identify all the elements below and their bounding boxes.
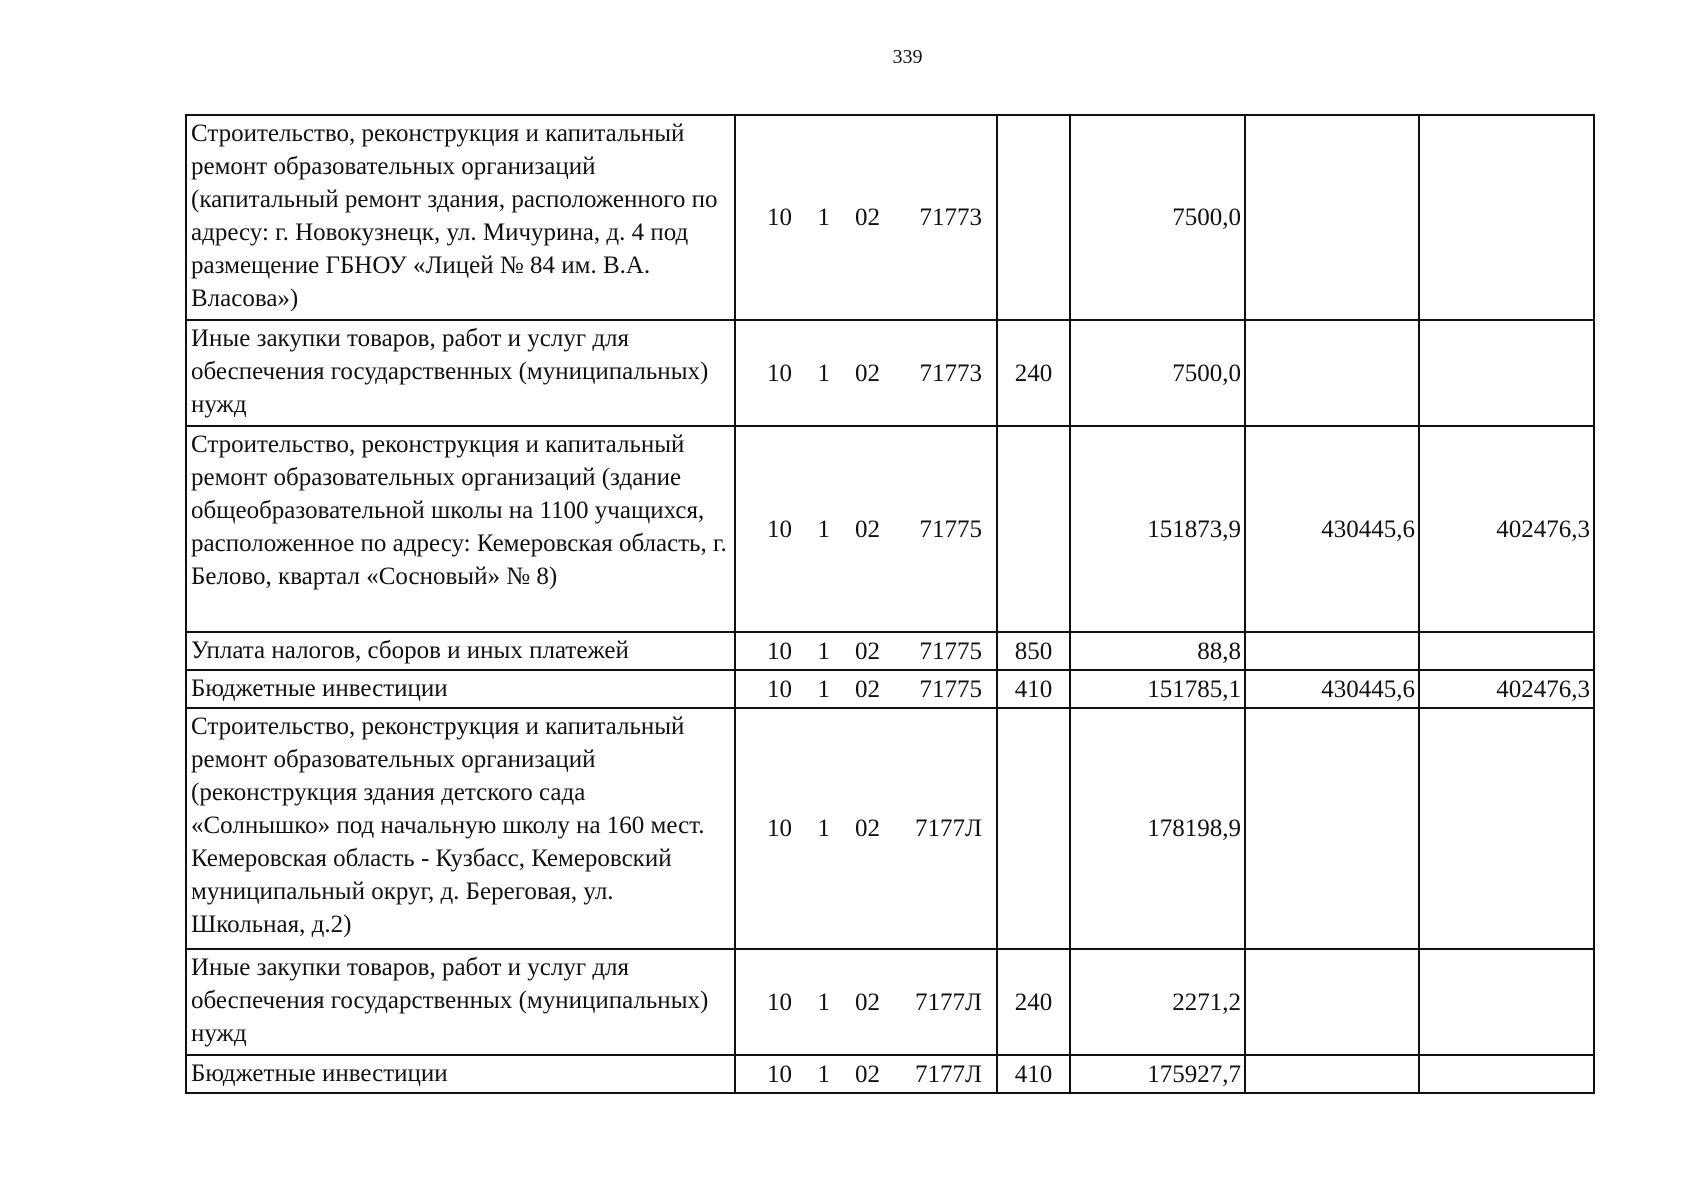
classification-codes: [735, 708, 997, 949]
code-program: 1: [817, 637, 830, 665]
amount-year2: [1245, 632, 1419, 670]
code-subprogram: 02: [855, 515, 880, 543]
row-description: Иные закупки товаров, работ и услуг для обеспечения государственных (муниципальных) нужд: [186, 320, 735, 426]
code-section: 10: [767, 988, 792, 1016]
code-program: 1: [817, 515, 830, 543]
amount-year1: 178198,9: [1070, 708, 1245, 949]
amount-year2: [1245, 320, 1419, 426]
code-program: 1: [817, 815, 830, 842]
expense-type: [997, 708, 1070, 949]
code-direction: 71773: [919, 359, 982, 387]
row-description: Иные закупки товаров, работ и услуг для обеспечения государственных (муниципальных) нужд: [186, 949, 735, 1055]
expense-type: 410: [997, 1055, 1070, 1093]
amount-year1: 7500,0: [1070, 320, 1245, 426]
code-subprogram: 02: [855, 637, 880, 665]
table-row: [186, 1055, 1594, 1093]
code-program: 1: [817, 204, 830, 231]
amount-year1: 88,8: [1070, 632, 1245, 670]
table-row: [186, 426, 1594, 632]
amount-year3: [1419, 949, 1594, 1055]
amount-year3: [1419, 115, 1594, 320]
amount-year2: [1245, 708, 1419, 949]
table-row: [186, 632, 1594, 670]
row-description: Строительство, реконструкция и капитальный ремонт образовательных организаций (здание общеобразовательной школы на 1100 учащихся, расположенное по адресу: Кемеровская область, г. Белово, квартал «Сосновый» № 8): [186, 426, 735, 632]
amount-year2: 430445,6: [1245, 426, 1419, 632]
code-program: 1: [817, 1060, 830, 1088]
amount-year3: [1419, 708, 1594, 949]
amount-year2: [1245, 949, 1419, 1055]
classification-codes: [735, 670, 997, 708]
expense-type: 240: [997, 949, 1070, 1055]
expense-type: 240: [997, 320, 1070, 426]
code-subprogram: 02: [855, 1060, 880, 1088]
code-direction: 7177Л: [915, 988, 982, 1016]
table-row: [186, 115, 1594, 320]
code-direction: 7177Л: [915, 1060, 982, 1088]
code-section: 10: [767, 515, 792, 543]
amount-year3: [1419, 632, 1594, 670]
code-section: 10: [767, 815, 792, 842]
expense-type: [997, 115, 1070, 320]
classification-codes: [735, 949, 997, 1055]
table-row: [186, 670, 1594, 708]
classification-codes: [735, 1055, 997, 1093]
amount-year2: [1245, 1055, 1419, 1093]
code-program: 1: [817, 359, 830, 387]
row-description: Бюджетные инвестиции: [186, 670, 735, 708]
amount-year2: 430445,6: [1245, 670, 1419, 708]
classification-codes: [735, 632, 997, 670]
amount-year3: 402476,3: [1419, 426, 1594, 632]
amount-year2: [1245, 115, 1419, 320]
row-description: Строительство, реконструкция и капитальный ремонт образовательных организаций (капитальный ремонт здания, расположенного по адресу: г. Новокузнецк, ул. Мичурина, д. 4 под размещение ГБНОУ «Лицей № 84 им. В.А. Власова»): [186, 115, 735, 320]
amount-year3: [1419, 1055, 1594, 1093]
row-description: Уплата налогов, сборов и иных платежей: [186, 632, 735, 670]
classification-codes: [735, 426, 997, 632]
amount-year1: 7500,0: [1070, 115, 1245, 320]
code-subprogram: 02: [855, 359, 880, 387]
row-description: Бюджетные инвестиции: [186, 1055, 735, 1093]
budget-table: [185, 114, 1595, 1094]
code-section: 10: [767, 637, 792, 665]
code-direction: 71773: [919, 204, 982, 231]
code-direction: 71775: [919, 637, 982, 665]
table-row: [186, 949, 1594, 1055]
code-subprogram: 02: [855, 204, 880, 231]
expense-type: [997, 426, 1070, 632]
code-program: 1: [817, 675, 830, 703]
expense-type: 410: [997, 670, 1070, 708]
code-subprogram: 02: [855, 675, 880, 703]
code-subprogram: 02: [855, 815, 880, 842]
code-subprogram: 02: [855, 988, 880, 1016]
amount-year1: 151785,1: [1070, 670, 1245, 708]
table-row: [186, 320, 1594, 426]
code-direction: 7177Л: [915, 815, 982, 842]
code-section: 10: [767, 1060, 792, 1088]
code-section: 10: [767, 675, 792, 703]
code-direction: 71775: [919, 675, 982, 703]
row-description: Строительство, реконструкция и капитальный ремонт образовательных организаций (реконструкция здания детского сада «Солнышко» под начальную школу на 160 мест. Кемеровская область - Кузбасс, Кемеровский муниципальный округ, д. Береговая, ул. Школьная, д.2): [186, 708, 735, 949]
amount-year1: 151873,9: [1070, 426, 1245, 632]
classification-codes: [735, 320, 997, 426]
page-number: 339: [892, 46, 923, 68]
amount-year3: [1419, 320, 1594, 426]
code-direction: 71775: [919, 515, 982, 543]
table-row: [186, 708, 1594, 949]
classification-codes: [735, 115, 997, 320]
code-section: 10: [767, 359, 792, 387]
code-section: 10: [767, 204, 792, 231]
amount-year3: 402476,3: [1419, 670, 1594, 708]
expense-type: 850: [997, 632, 1070, 670]
amount-year1: 2271,2: [1070, 949, 1245, 1055]
code-program: 1: [817, 988, 830, 1016]
amount-year1: 175927,7: [1070, 1055, 1245, 1093]
